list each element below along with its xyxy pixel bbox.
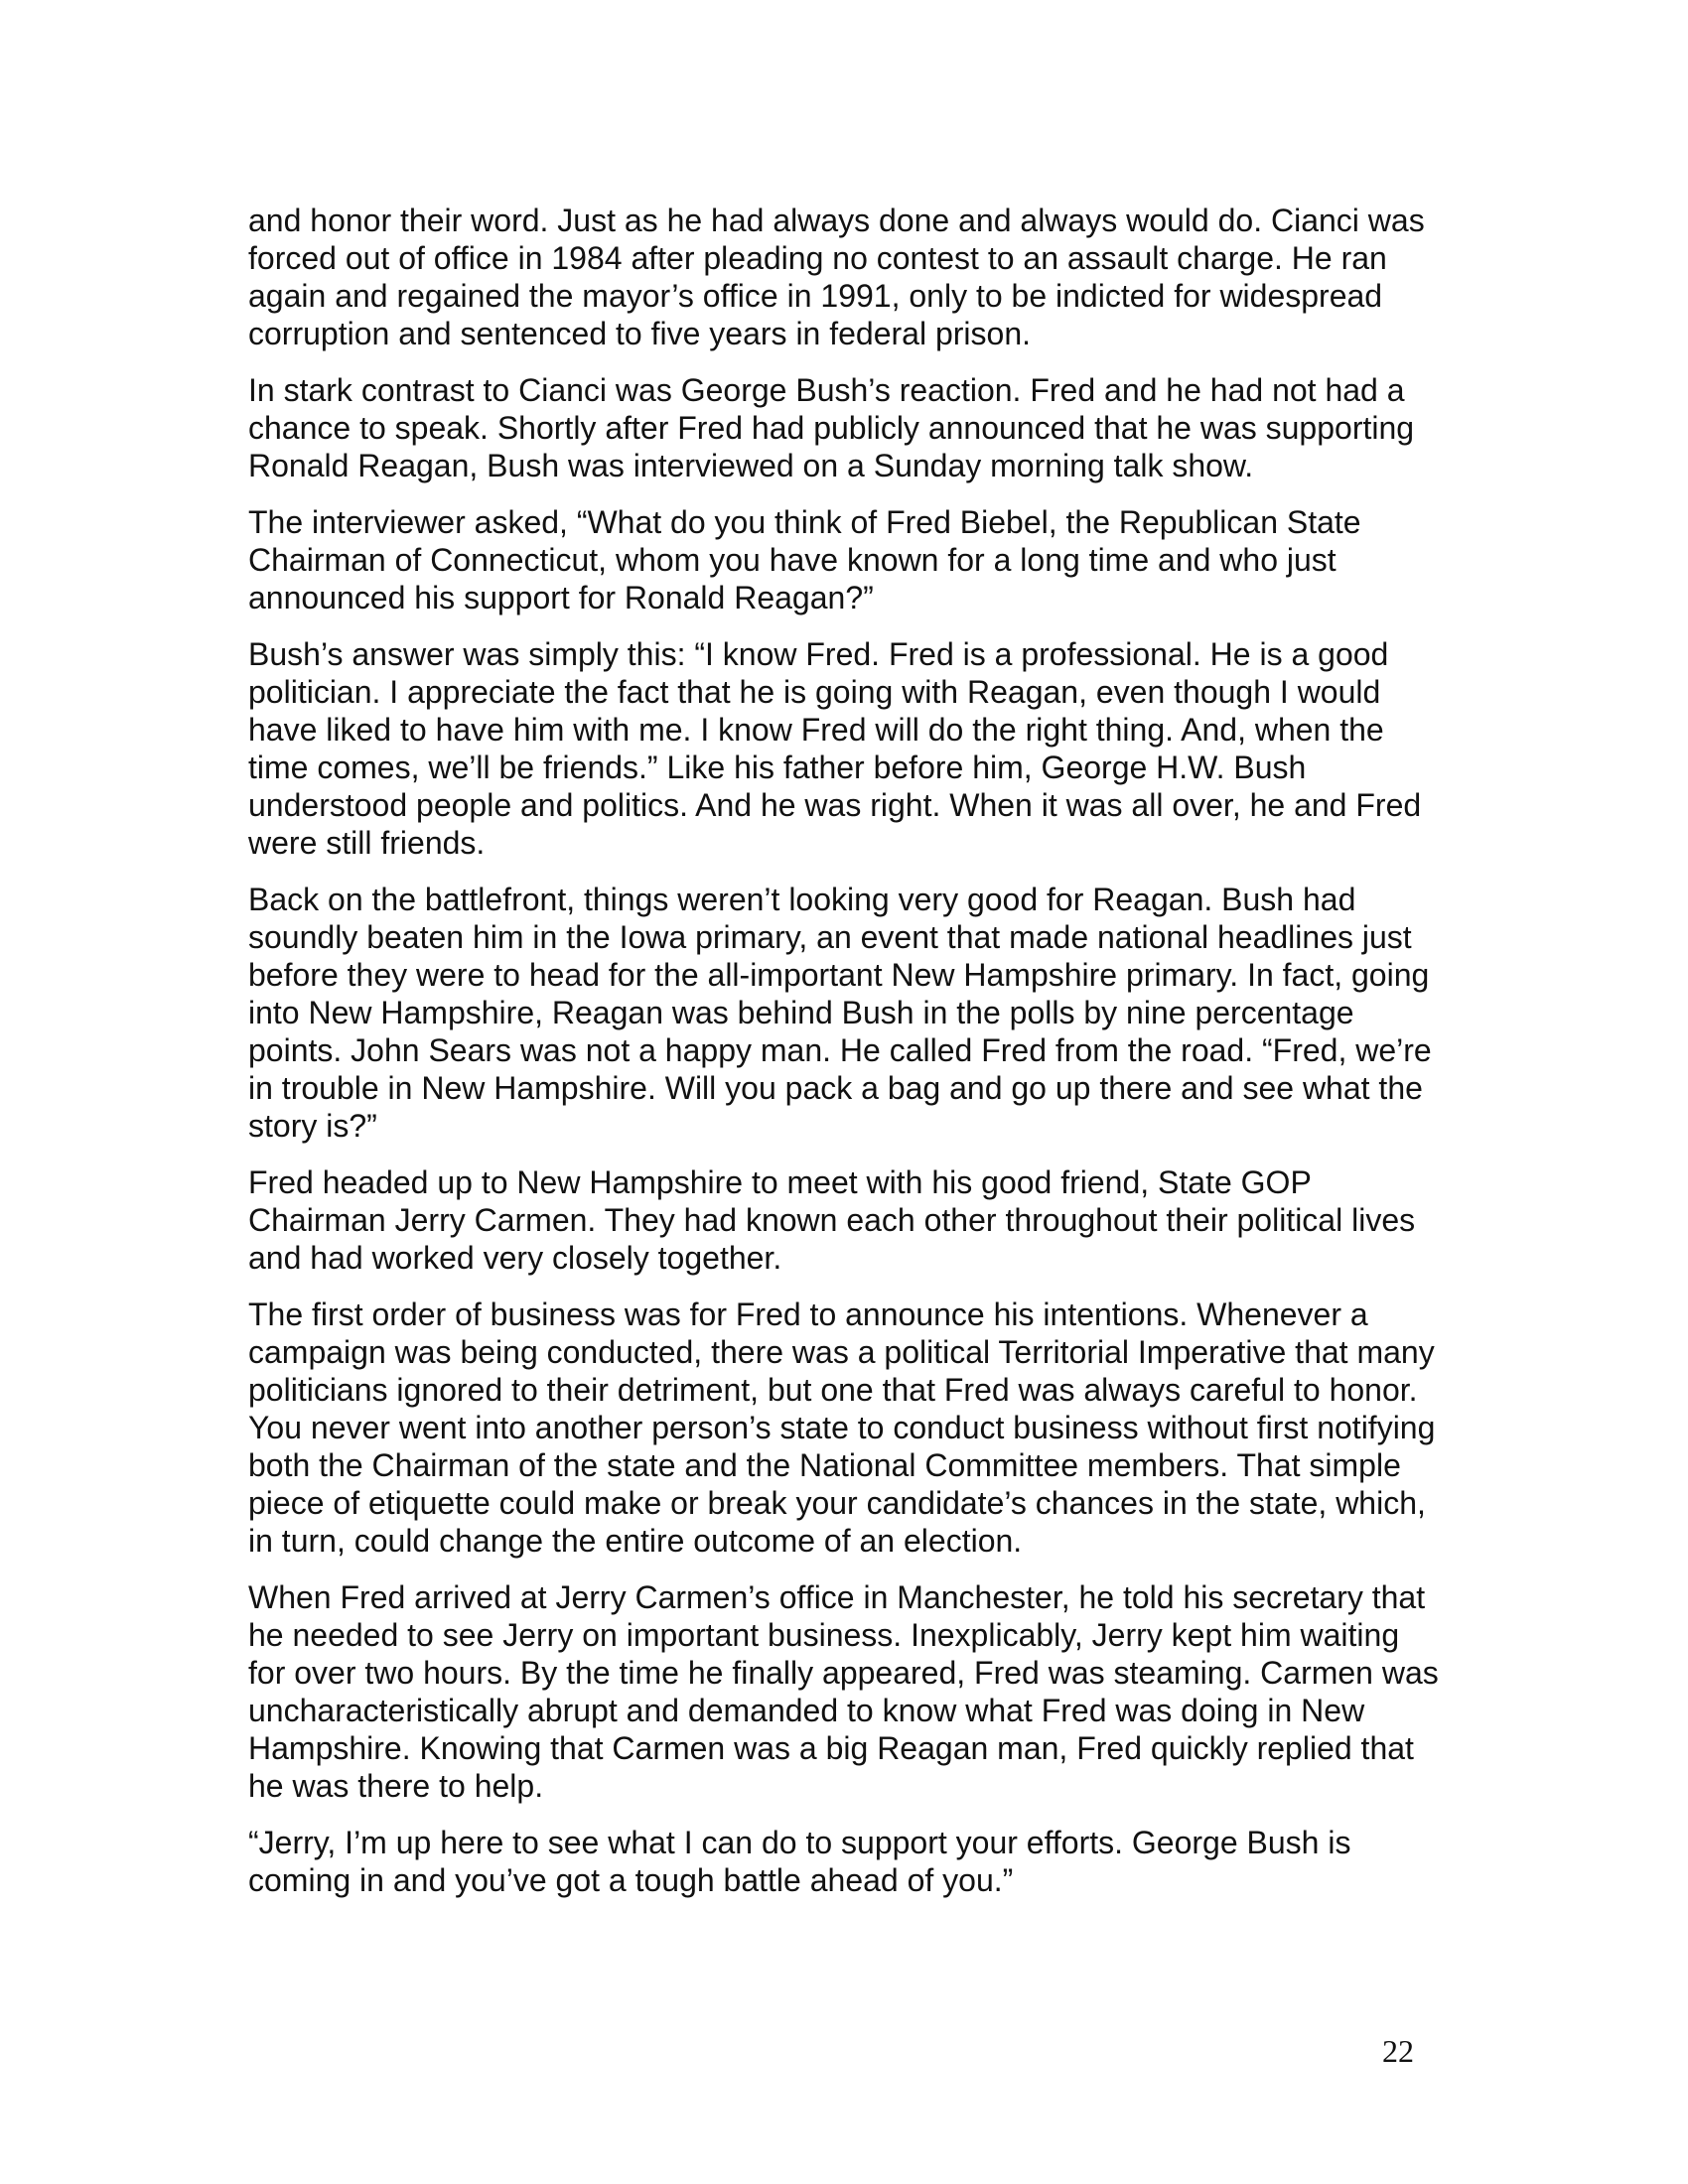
paragraph: In stark contrast to Cianci was George Bush’s reaction. Fred and he had not had a chance to speak. Shortly after Fred had publicly announced that he was supporting Ronald Reagan, Bush was interviewed on a Sunday morning talk show.	[248, 372, 1415, 483]
paragraph: Fred headed up to New Hampshire to meet with his good friend, State GOP Chairman Jerry Carmen. They had known each other throughout their political lives and had worked very closely together.	[248, 1164, 1416, 1276]
body-text	[248, 202, 1440, 1918]
paragraph: When Fred arrived at Jerry Carmen’s office in Manchester, he told his secretary that he needed to see Jerry on important business. Inexplicably, Jerry kept him waiting for over two hours. By the time he finally appeared, Fred was steaming. Carmen was uncharacteristically abrupt and demanded to know what Fred was doing in New Hampshire. Knowing that Carmen was a big Reagan man, Fred quickly replied that he was there to help.	[248, 1579, 1439, 1804]
paragraph: and honor their word. Just as he had always done and always would do. Cianci was forced out of office in 1984 after pleading no contest to an assault charge. He ran again and regained the mayor’s office in 1991, only to be indicted for widespread corruption and sentenced to five years in federal prison.	[248, 203, 1425, 351]
paragraph: The first order of business was for Fred to announce his intentions. Whenever a campaign was being conducted, there was a political Territorial Imperative that many politicians ignored to their detriment, but one that Fred was always careful to honor. You never went into another person’s state to conduct business without first notifying both the Chairman of the state and the National Committee members. That simple piece of etiquette could make or break your candidate’s chances in the state, which, in turn, could change the entire outcome of an election.	[248, 1297, 1436, 1559]
paragraph: Back on the battlefront, things weren’t looking very good for Reagan. Bush had soundly beaten him in the Iowa primary, an event that made national headlines just before they were to head for the all-important New Hampshire primary. In fact, going into New Hampshire, Reagan was behind Bush in the polls by nine percentage points. John Sears was not a happy man. He called Fred from the road. “Fred, we’re in trouble in New Hampshire. Will you pack a bag and go up there and see what the story is?”	[248, 882, 1432, 1144]
page-number: 22	[1382, 2033, 1414, 2069]
paragraph: Bush’s answer was simply this: “I know Fred. Fred is a professional. He is a good politician. I appreciate the fact that he is going with Reagan, even though I would have liked to have him with me. I know Fred will do the right thing. And, when the time comes, we’ll be friends.” Like his father before him, George H.W. Bush understood people and politics. And he was right. When it was all over, he and Fred were still friends.	[248, 636, 1422, 861]
paragraph: “Jerry, I’m up here to see what I can do to support your efforts. George Bush is coming in and you’ve got a tough battle ahead of you.”	[248, 1825, 1351, 1898]
paragraph: The interviewer asked, “What do you think of Fred Biebel, the Republican State Chairman of Connecticut, whom you have known for a long time and who just announced his support for Ronald Reagan?”	[248, 504, 1361, 615]
